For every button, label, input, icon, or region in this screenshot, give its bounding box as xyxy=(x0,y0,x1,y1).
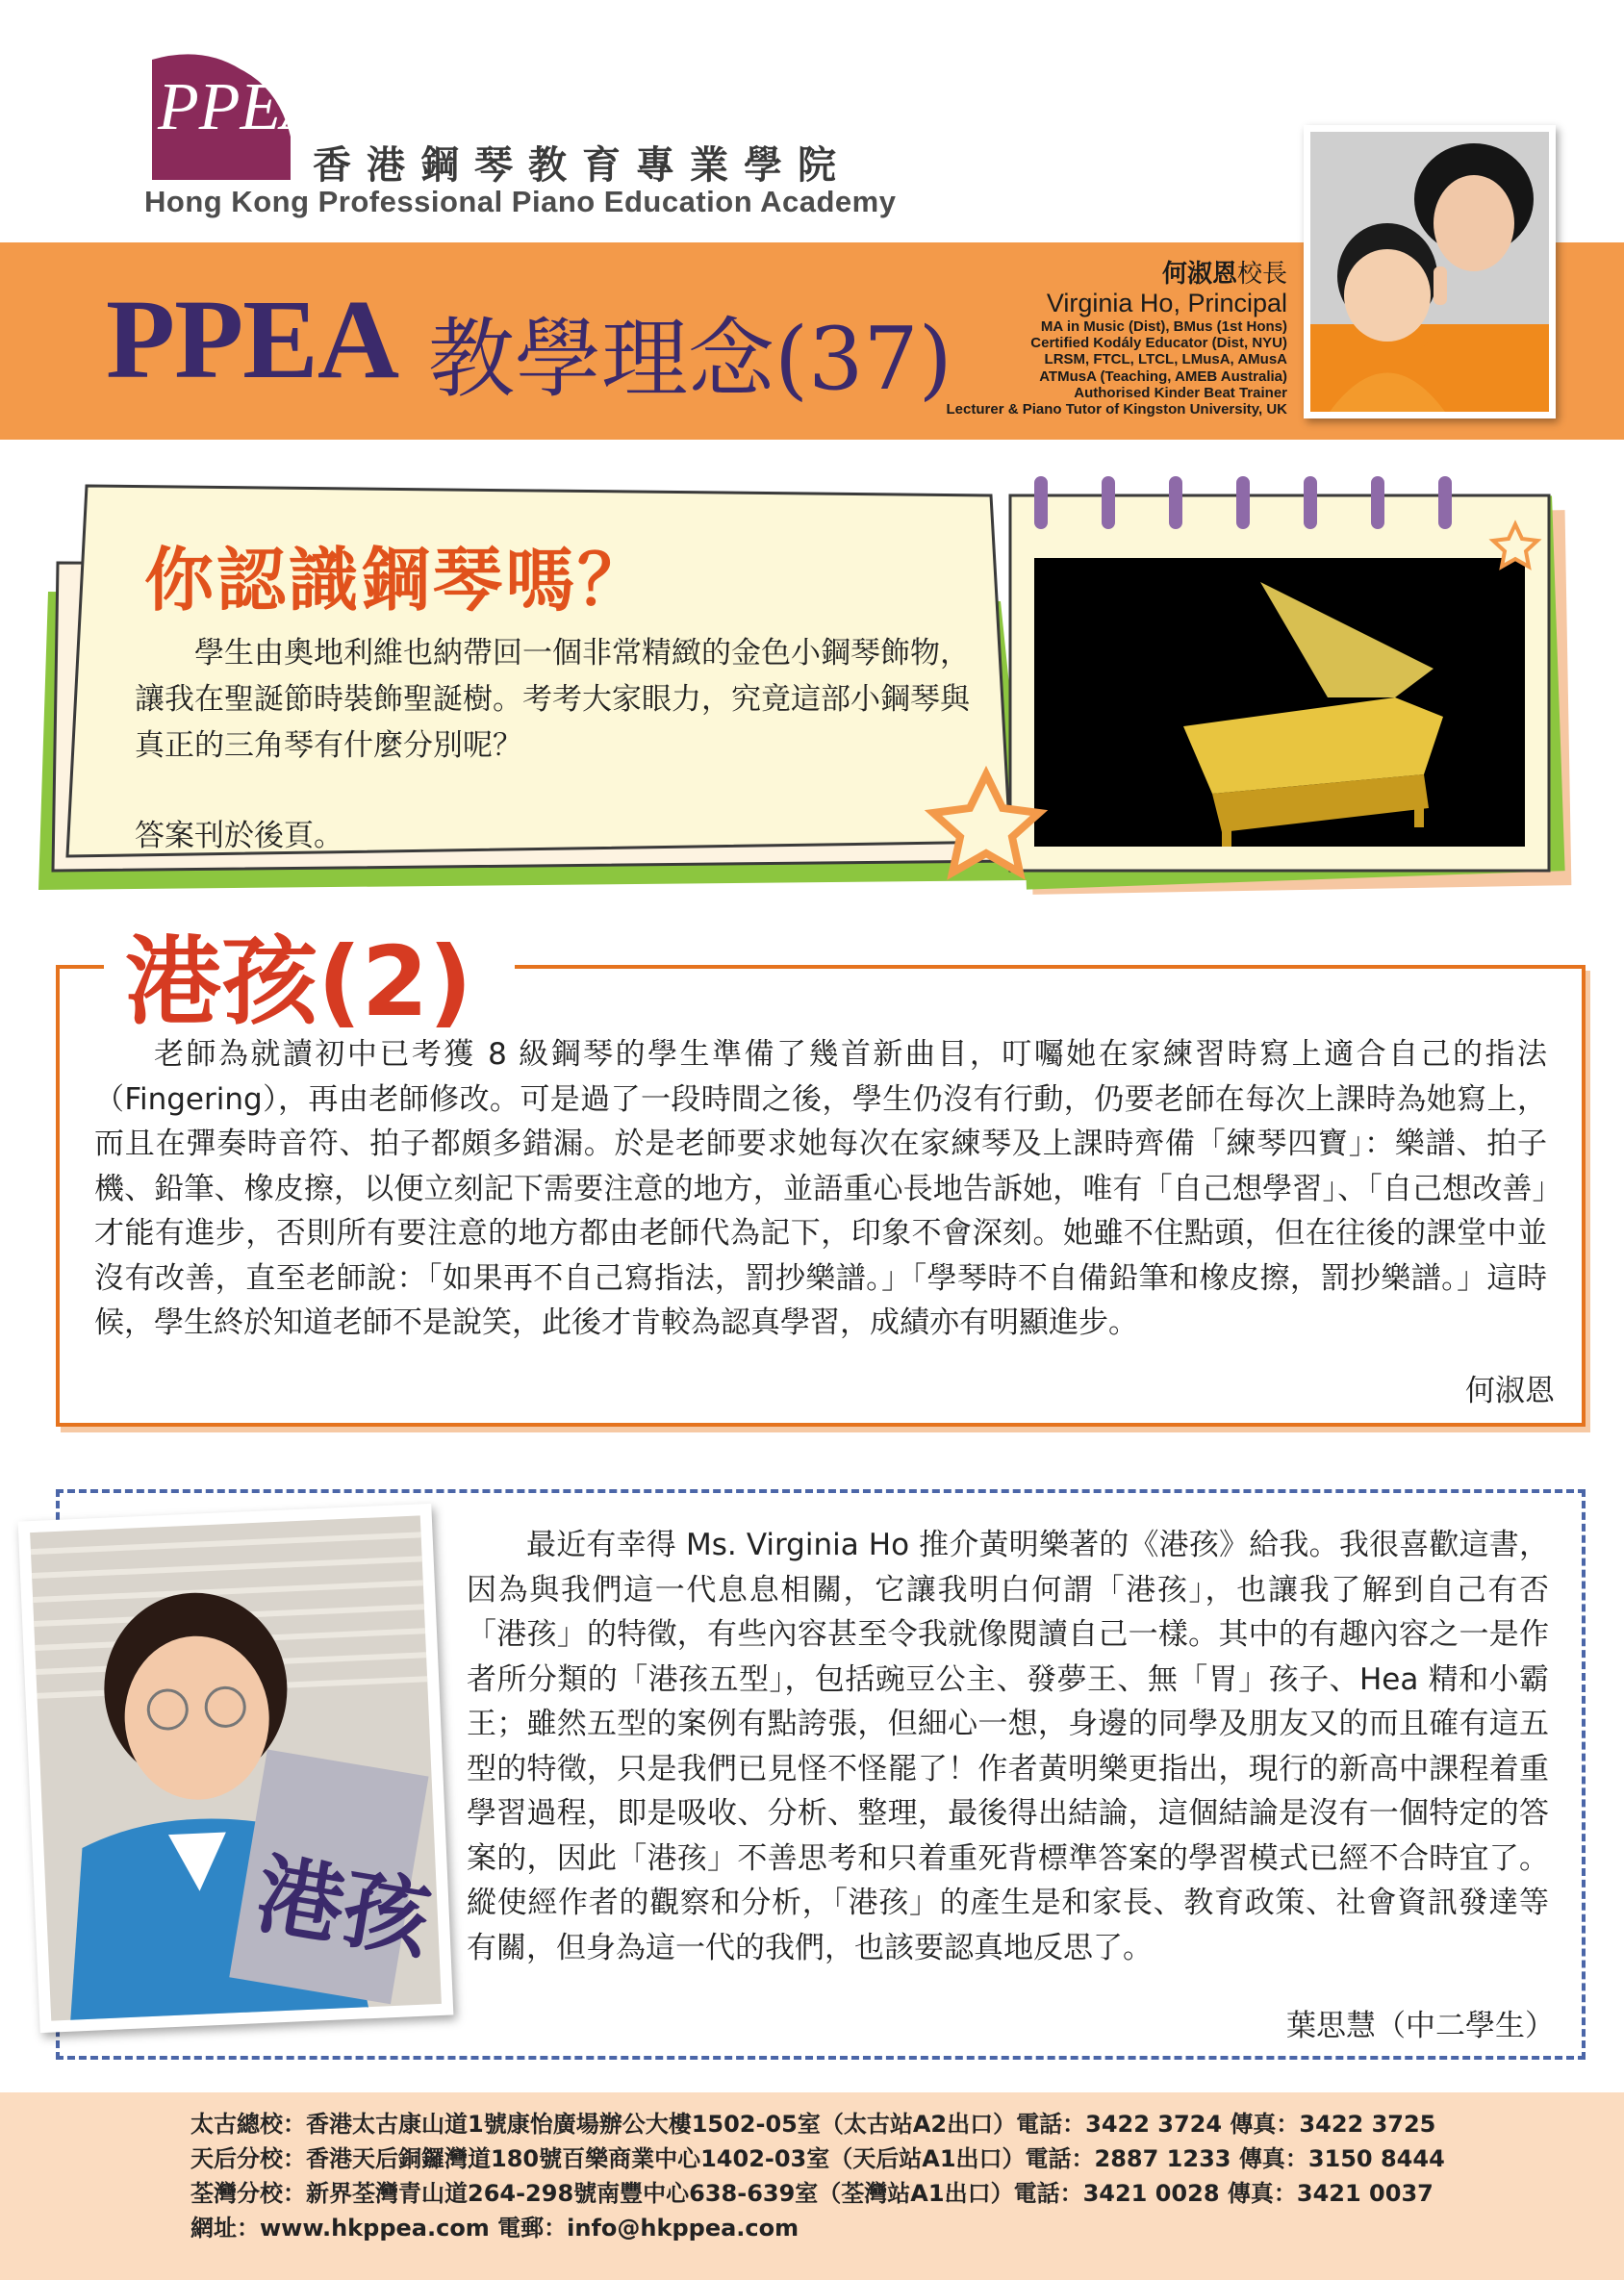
box-border-top xyxy=(56,965,104,969)
footer-contact xyxy=(190,2107,1445,2245)
page-title: 教學理念(37) xyxy=(428,309,952,410)
principal-name-en: Virginia Ho, Principal xyxy=(1046,288,1287,317)
credential-line: LRSM, FTCL, LTCL, LMusA, AMusA xyxy=(1044,351,1287,368)
page-title-prefix: PPEA xyxy=(106,276,399,402)
article2-body: 最近有幸得 Ms. Virginia Ho 推介黃明樂著的《港孩》給我。我很喜歡這書，因為與我們這一代息息相關，它讓我明白何謂「港孩」，也讓我了解到自己有否「港孩」的特徵，有些內容甚至令我就像閱讀自己一樣。其中的有趣內容之一是作者所分類的「港孩五型」，包括豌豆公主、發夢王、無「胃」孩子、Hea 精和小霸王；雖然五型的案例有點誇張，但細心一想，身邊的同學及朋友又的而且確有這五型的特徵，只是我們已見怪不怪罷了！作者黃明樂更指出，現行的新高中課程着重學習過程，即是吸收、分析、整理，最後得出結論，這個結論是沒有一個特定的答案的，因此「港孩」不善思考和只着重死背標準答案的學習模式已經不合時宜了。縱使經作者的觀察和分析，「港孩」的產生是和家長、教育政策、社會資訊發達等有關，但身為這一代的我們，也該要認真地反思了。 xyxy=(467,1528,1549,1965)
principal-photo xyxy=(1304,125,1556,418)
quiz-body: 學生由奧地利維也納帶回一個非常精緻的金色小鋼琴飾物，讓我在聖誕節時裝飾聖誕樹。考考大家眼力，究竟這部小鋼琴與真正的三角琴有什麼分別呢？ xyxy=(135,636,970,763)
student-photo xyxy=(18,1504,454,2033)
credential-line: Authorised Kinder Beat Trainer xyxy=(1074,384,1287,401)
box-border-top xyxy=(515,965,1586,969)
footer-line-tsuenwan: 荃灣分校：新界荃灣青山道264-298號南豐中心638-639室（荃灣站A1出口）電話：3421 0028 傳真：3421 0037 xyxy=(190,2180,1434,2207)
principal-name-zh: 何淑恩校長 xyxy=(1161,259,1287,288)
article1-body: 老師為就讀初中已考獲 8 級鋼琴的學生準備了幾首新曲目，叮囑她在家練習時寫上適合自己的指法（Fingering），再由老師修改。可是過了一段時間之後，學生仍沒有行動，仍要老師在每次上課時為她寫上，而且在彈奏時音符、拍子都頗多錯漏。於是老師要求她每次在家練琴及上課時齊備「練琴四寶」：樂譜、拍子機、鉛筆、橡皮擦，以便立刻記下需要注意的地方，並語重心長地告訴她，唯有「自己想學習」、「自己想改善」才能有進步，否則所有要注意的地方都由老師代為記下，印象不會深刻。她雖不住點頭，但在往後的課堂中並沒有改善，直至老師說：「如果再不自己寫指法，罰抄樂譜。」「學琴時不自備鉛筆和橡皮擦，罰抄樂譜。」這時候，學生終於知道老師不是說笑，此後才肯較為認真學習，成績亦有明顯進步。 xyxy=(94,1037,1547,1340)
ppea-logo xyxy=(144,50,323,185)
school-name-en: Hong Kong Professional Piano Education Academy xyxy=(144,185,897,218)
credential-line: ATMusA (Teaching, AMEB Australia) xyxy=(1039,367,1287,385)
footer-line-tinhau: 天后分校：香港天后銅鑼灣道180號百樂商業中心1402-03室（天后站A1出口）電話：2887 1233 傳真：3150 8444 xyxy=(190,2145,1445,2172)
credential-line: Certified Kodály Educator (Dist, NYU) xyxy=(1030,335,1287,352)
school-name-zh: 香港鋼琴教育專業學院 xyxy=(313,143,851,188)
principal-role: 校長 xyxy=(1236,259,1287,288)
book-cover-title: 港孩 xyxy=(249,1842,438,1972)
footer-line-taikoo: 太古總校：香港太古康山道1號康怡廣場辦公大樓1502-05室（太古站A2出口）電話：3422 3724 傳真：3422 3725 xyxy=(190,2111,1436,2138)
footer-line-web: 網址：www.hkppea.com 電郵：info@hkppea.com xyxy=(190,2215,799,2242)
logo-text: PPEA xyxy=(158,70,323,144)
credential-line: Lecturer & Piano Tutor of Kingston University, UK xyxy=(946,401,1287,418)
quiz-answer-note: 答案刊於後頁。 xyxy=(135,819,343,853)
article2-author: 葉思慧（中二學生） xyxy=(1286,2009,1555,2043)
principal-info xyxy=(947,260,1287,418)
quiz-title: 你認識鋼琴嗎？ xyxy=(144,540,650,621)
article1-title: 港孩(2) xyxy=(125,925,472,1038)
article1-author: 何淑恩 xyxy=(1465,1374,1555,1408)
credential-line: MA in Music (Dist), BMus (1st Hons) xyxy=(1040,317,1287,335)
